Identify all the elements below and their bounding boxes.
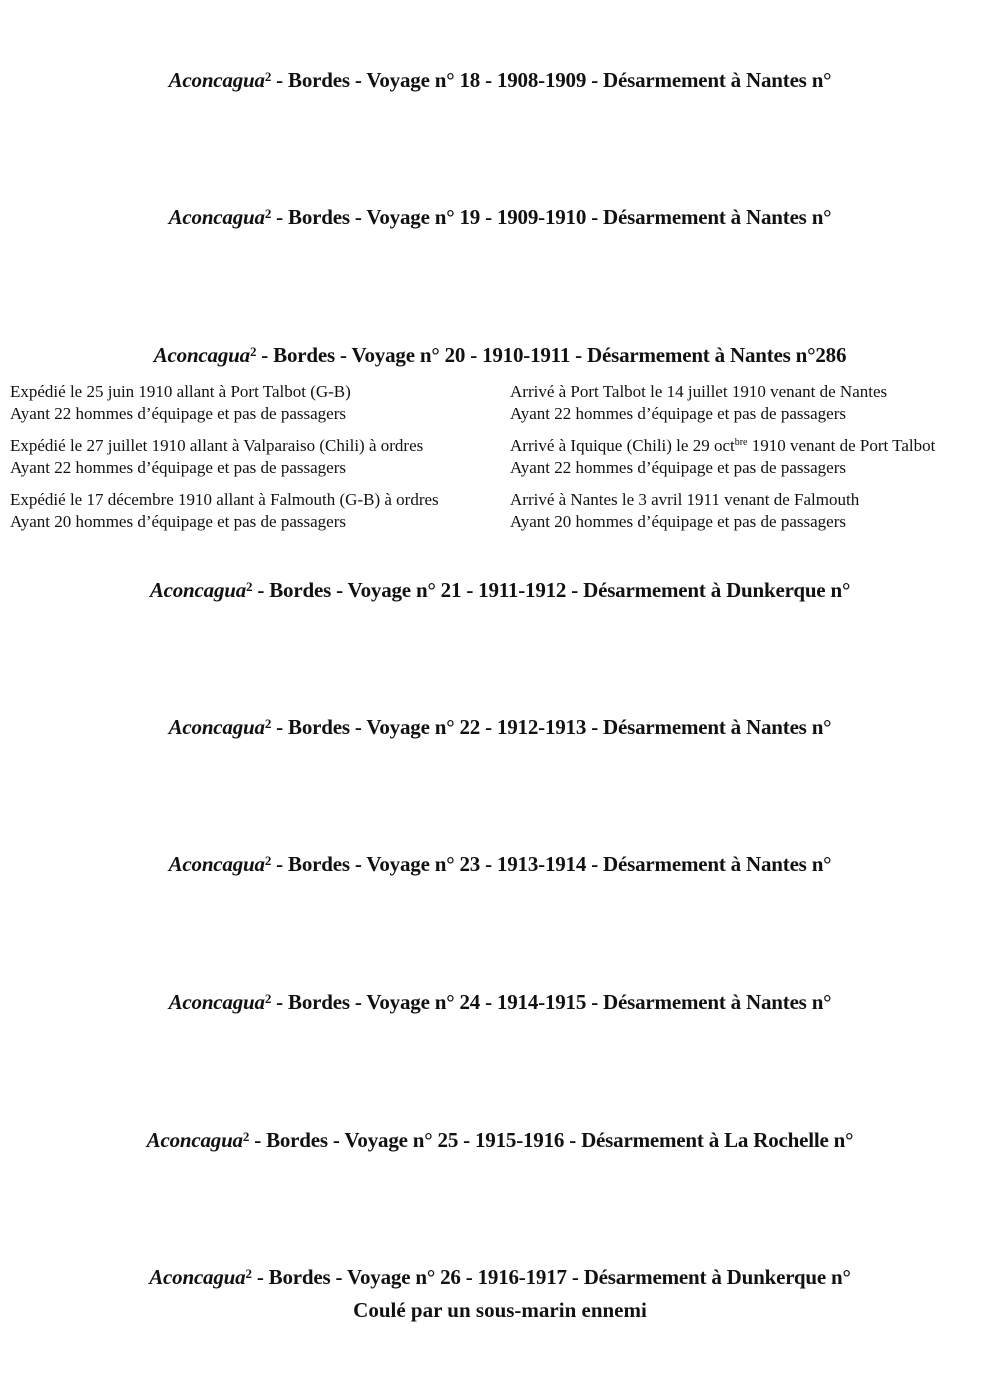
- arrival-entry: [510, 381, 887, 425]
- ship-superscript: 2: [245, 1266, 252, 1281]
- ship-name: Aconcagua: [149, 578, 247, 602]
- crew-line: Ayant 22 hommes d’équipage et pas de passagers: [10, 458, 346, 477]
- arrival-text: 1910 venant de Port Talbot: [747, 436, 936, 455]
- crew-line: Ayant 20 hommes d’équipage et pas de passagers: [510, 512, 846, 531]
- ship-name: Aconcagua: [168, 990, 265, 1014]
- departure-line: Expédié le 27 juillet 1910 allant à Valparaiso (Chili) à ordres: [10, 436, 424, 455]
- ship-name: Aconcagua: [168, 205, 265, 229]
- arrival-line: Arrivé à Nantes le 3 avril 1911 venant de Falmouth: [510, 490, 860, 509]
- voyage-25-title: - Bordes - Voyage n° 25 - 1915-1916 - Désarmement à La Rochelle n°: [249, 1128, 854, 1152]
- departure-entry: [10, 435, 423, 479]
- voyage-23-title: - Bordes - Voyage n° 23 - 1913-1914 - Désarmement à Nantes n°: [271, 852, 832, 876]
- month-abbrev-superscript: bre: [734, 437, 748, 448]
- voyage-23-heading: [0, 852, 1000, 877]
- voyage-19-title: - Bordes - Voyage n° 19 - 1909-1910 - Désarmement à Nantes n°: [271, 205, 832, 229]
- arrival-line: [510, 435, 935, 457]
- ship-superscript: 2: [246, 579, 253, 594]
- ship-name: Aconcagua: [168, 852, 265, 876]
- voyage-21-title: - Bordes - Voyage n° 21 - 1911-1912 - Désarmement à Dunkerque n°: [252, 578, 851, 602]
- arrival-entry: [510, 435, 935, 479]
- voyage-22-title: - Bordes - Voyage n° 22 - 1912-1913 - Désarmement à Nantes n°: [271, 715, 832, 739]
- voyage-19-heading: [0, 205, 1000, 230]
- voyage-22-heading: [0, 715, 1000, 740]
- voyage-24-heading: [0, 990, 1000, 1015]
- voyage-20-title: - Bordes - Voyage n° 20 - 1910-1911 - Désarmement à Nantes n°286: [256, 343, 847, 367]
- ship-name: Aconcagua: [149, 1265, 246, 1289]
- crew-line: Ayant 22 hommes d’équipage et pas de passagers: [510, 458, 846, 477]
- voyage-21-heading: [0, 578, 1000, 603]
- ship-name: Aconcagua: [168, 715, 265, 739]
- ship-superscript: 2: [242, 1129, 250, 1144]
- voyage-24-title: - Bordes - Voyage n° 24 - 1914-1915 - Désarmement à Nantes n°: [271, 990, 832, 1014]
- ship-name: Aconcagua: [146, 1128, 243, 1152]
- voyage-25-heading: [0, 1128, 1000, 1153]
- ship-superscript: 2: [264, 716, 272, 731]
- departure-line: Expédié le 25 juin 1910 allant à Port Talbot (G-B): [10, 382, 351, 401]
- arrival-entry: [510, 489, 859, 533]
- departure-entry: [10, 489, 439, 533]
- ship-name: Aconcagua: [153, 343, 250, 367]
- crew-line: Ayant 20 hommes d’équipage et pas de passagers: [10, 512, 346, 531]
- ship-superscript: 2: [249, 344, 257, 359]
- ship-superscript: 2: [264, 69, 272, 84]
- voyage-26-title: - Bordes - Voyage n° 26 - 1916-1917 - Désarmement à Dunkerque n°: [251, 1265, 851, 1289]
- departure-line: Expédié le 17 décembre 1910 allant à Falmouth (G-B) à ordres: [10, 490, 439, 509]
- departure-entry: [10, 381, 351, 425]
- voyage-26-heading: [0, 1265, 1000, 1290]
- ship-superscript: 2: [264, 991, 272, 1006]
- arrival-text: Arrivé à Iquique (Chili) le 29 oct: [510, 436, 735, 455]
- sinking-note: Coulé par un sous-marin ennemi: [353, 1298, 647, 1322]
- voyage-20-heading: [0, 343, 1000, 368]
- crew-line: Ayant 22 hommes d’équipage et pas de passagers: [510, 404, 846, 423]
- arrival-line: Arrivé à Port Talbot le 14 juillet 1910 venant de Nantes: [510, 382, 888, 401]
- voyage-18-heading: [0, 68, 1000, 93]
- ship-superscript: 2: [264, 206, 272, 221]
- ship-name: Aconcagua: [168, 68, 265, 92]
- voyage-18-title: - Bordes - Voyage n° 18 - 1908-1909 - Désarmement à Nantes n°: [271, 68, 832, 92]
- ship-superscript: 2: [264, 853, 272, 868]
- crew-line: Ayant 22 hommes d’équipage et pas de passagers: [10, 404, 346, 423]
